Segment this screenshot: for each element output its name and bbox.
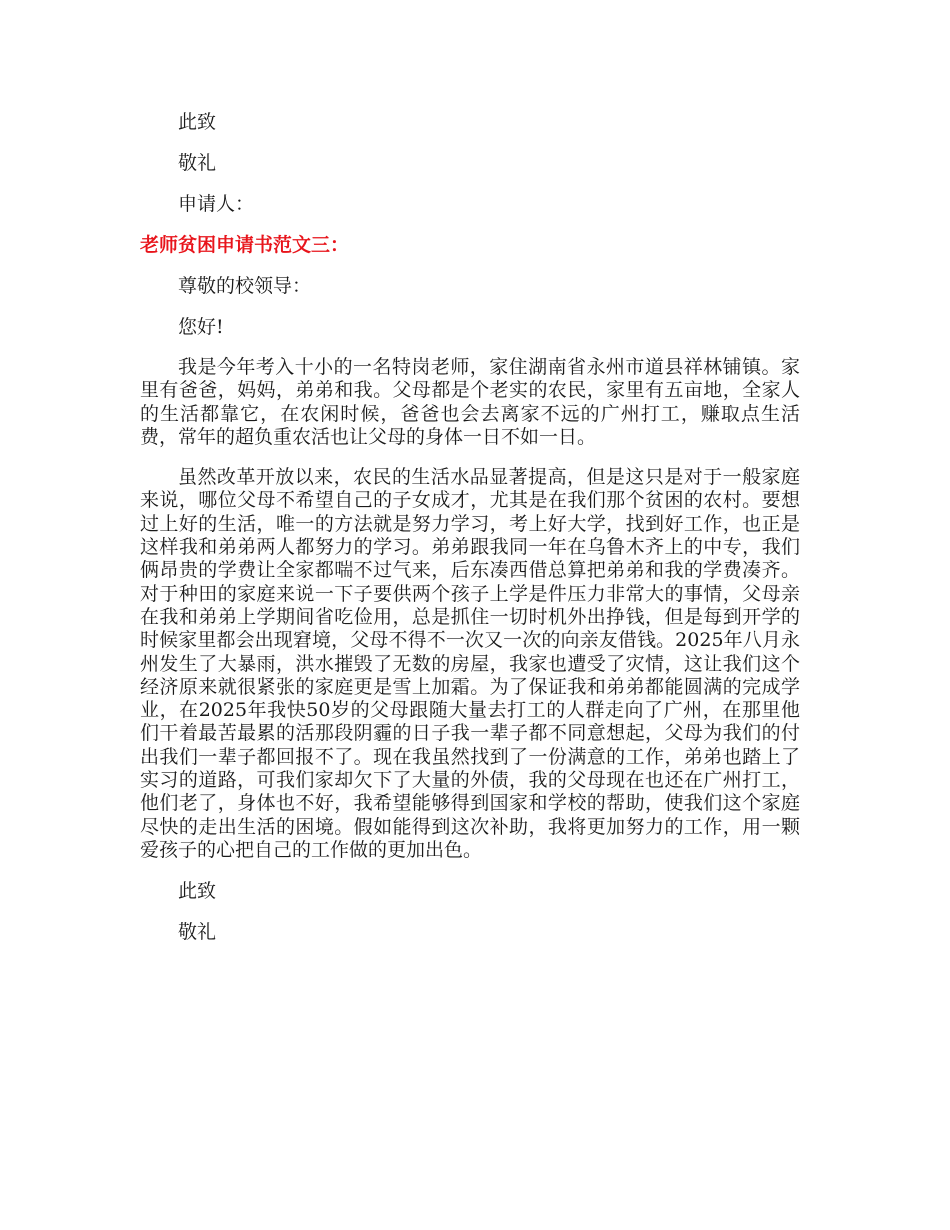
closing-salutation-2: 此致 xyxy=(178,880,217,903)
letter-addressee: 尊敬的校领导： xyxy=(178,275,312,297)
body-paragraph-1: 我是今年考入十小的一名特岗老师，家住湖南省永州市道县祥林铺镇。家里有爸爸，妈妈，弟弟和我。父母都是个老实的农民，家里有五亩地，全家人的生活都靠它，在农闲时候，爸爸也会去离家不远的广州打工，赚取点生活费，常年的超负重农活也让父母的身体一日不如一日。 xyxy=(140,356,800,448)
letter-greeting: 您好! xyxy=(178,316,224,338)
closing-regards: 敬礼 xyxy=(178,152,217,174)
body-paragraph-2: 虽然改革开放以来，农民的生活水品显著提高，但是这只是对于一般家庭来说，哪位父母不希望自己的子女成才，尤其是在我们那个贫困的农村。要想过上好的生活，唯一的方法就是努力学习，考上好大学，找到好工作，也正是这样我和弟弟两人都努力的学习。弟弟跟我同一年在乌鲁木齐上的中专，我们俩昂贵的学费让全家都喘不过气来，后东凑西借总算把弟弟和我的学费凑齐。对于种田的家庭来说一下子要供两个孩子上学是件压力非常大的事情，父母亲在我和弟弟上学期间省吃俭用，总是抓住一切时机外出挣钱，但是每到开学的时候家里都会出现窘境，父母不得不一次又一次的向亲友借钱。2025年八月永州发生了大暴雨，洪水摧毁了无数的房屋，我家也遭受了灾情，这让我们这个经济原来就很紧张的家庭更是雪上加霜。为了保证我和弟弟都能圆满的完成学业，在2025年我快50岁的父母跟随大量去打工的人群走向了广州，在那里他们干着最苦最累的活那段阴霾的日子我一辈子都不同意想起，父母为我们的付出我们一辈子都回报不了。现在我虽然找到了一份满意的工作，弟弟也踏上了实习的道路，可我们家却欠下了大量的外债，我的父母现在也还在广州打工，他们老了，身体也不好，我希望能够得到国家和学校的帮助，使我们这个家庭尽快的走出生活的困境。假如能得到这次补助，我将更加努力的工作，用一颗爱孩子的心把自己的工作做的更加出色。 xyxy=(140,466,800,861)
document-page xyxy=(140,110,800,961)
closing-regards-2: 敬礼 xyxy=(178,921,217,944)
closing-salutation: 此致 xyxy=(178,111,217,133)
section-title: 老师贫困申请书范文三： xyxy=(140,234,350,256)
applicant-signature-line: 申请人： xyxy=(178,193,255,215)
